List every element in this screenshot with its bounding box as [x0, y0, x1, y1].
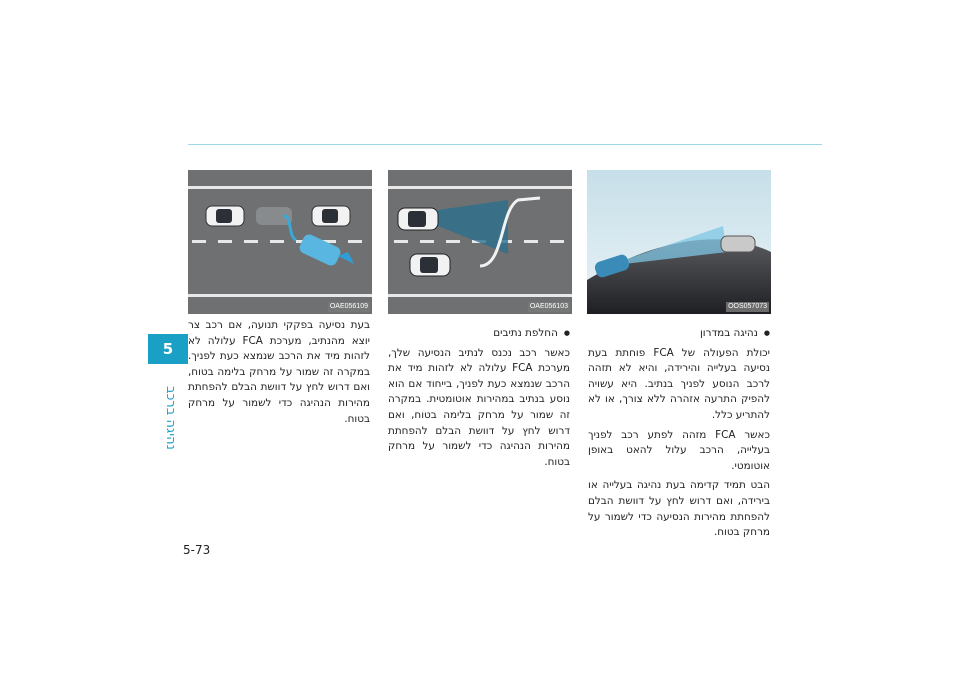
paragraph: בעת נסיעה בפקקי תנועה, אם רכב צר יוצא מהנתיב, מערכת FCA עלולה לא לזהות מיד את הרכב שנמצא כעת לפניך. במקרה זה שמור על מרחק בלימה בטוח, ואם דרוש לחץ על דוושת הבלם להפחתת מהירות הנהיגה כדי לשמור על מרחק בטוח. [188, 319, 370, 425]
section-heading: ● החלפת נתיבים [388, 326, 570, 342]
column-traffic [188, 318, 370, 431]
curve-sensor-illustration [388, 170, 572, 314]
chapter-label: נהיגה ברכב [163, 386, 178, 450]
figure-lane-change [188, 170, 372, 314]
paragraph: כאשר FCA מזהה לפתע רכב לפניך בעלייה, הרכב עלול להאט באופן אוטומטי. [588, 428, 770, 472]
header-rule [188, 144, 822, 145]
column-hill-driving [588, 326, 770, 545]
paragraph: כאשר רכב נכנס לנתיב הנסיעה שלך, מערכת FCA עלולה לא לזהות מיד את הרכב שנמצא כעת לפניך, בייחוד אם הוא נוסע בנתיב במהירות אוטומטית. במקרה זה שמור על מרחק בלימה בטוח, ואם דרוש לחץ על דוושת הבלם להפחתת מהירות הנהיגה כדי לשמור על מרחק בטוח. [388, 346, 570, 468]
column-lane-change [388, 326, 570, 474]
hill-cars-illustration [587, 170, 771, 314]
figure-code: OAE056103 [529, 303, 568, 310]
page-number: 5-73 [183, 543, 211, 557]
lane-change-cars-illustration [188, 170, 372, 314]
figure-code: OOS057073 [728, 303, 767, 310]
paragraph: הבט תמיד קדימה בעת נהיגה בעלייה או בירידה, ואם דרוש לחץ על דוושת הבלם להפחתת מהירות הנסיעה כדי לשמור על מרחק בטוח. [588, 479, 770, 539]
figure-hill [587, 170, 771, 314]
figure-code: OAE056109 [329, 303, 368, 310]
figure-cut-in [388, 170, 572, 314]
chapter-number: 5 [162, 340, 174, 358]
section-heading: ● נהיגה במדרון [588, 326, 770, 342]
chapter-tab [148, 334, 188, 364]
paragraph: יכולת הפעולה של FCA פוחתת בעת נסיעה בעלייה והירידה, והיא לא תזהה לרכב הנוסע לפניך בנתיב. היא עשויה להפיק התרעה אזהרה ללא צורך, או לא להתריע כלל. [588, 346, 770, 421]
